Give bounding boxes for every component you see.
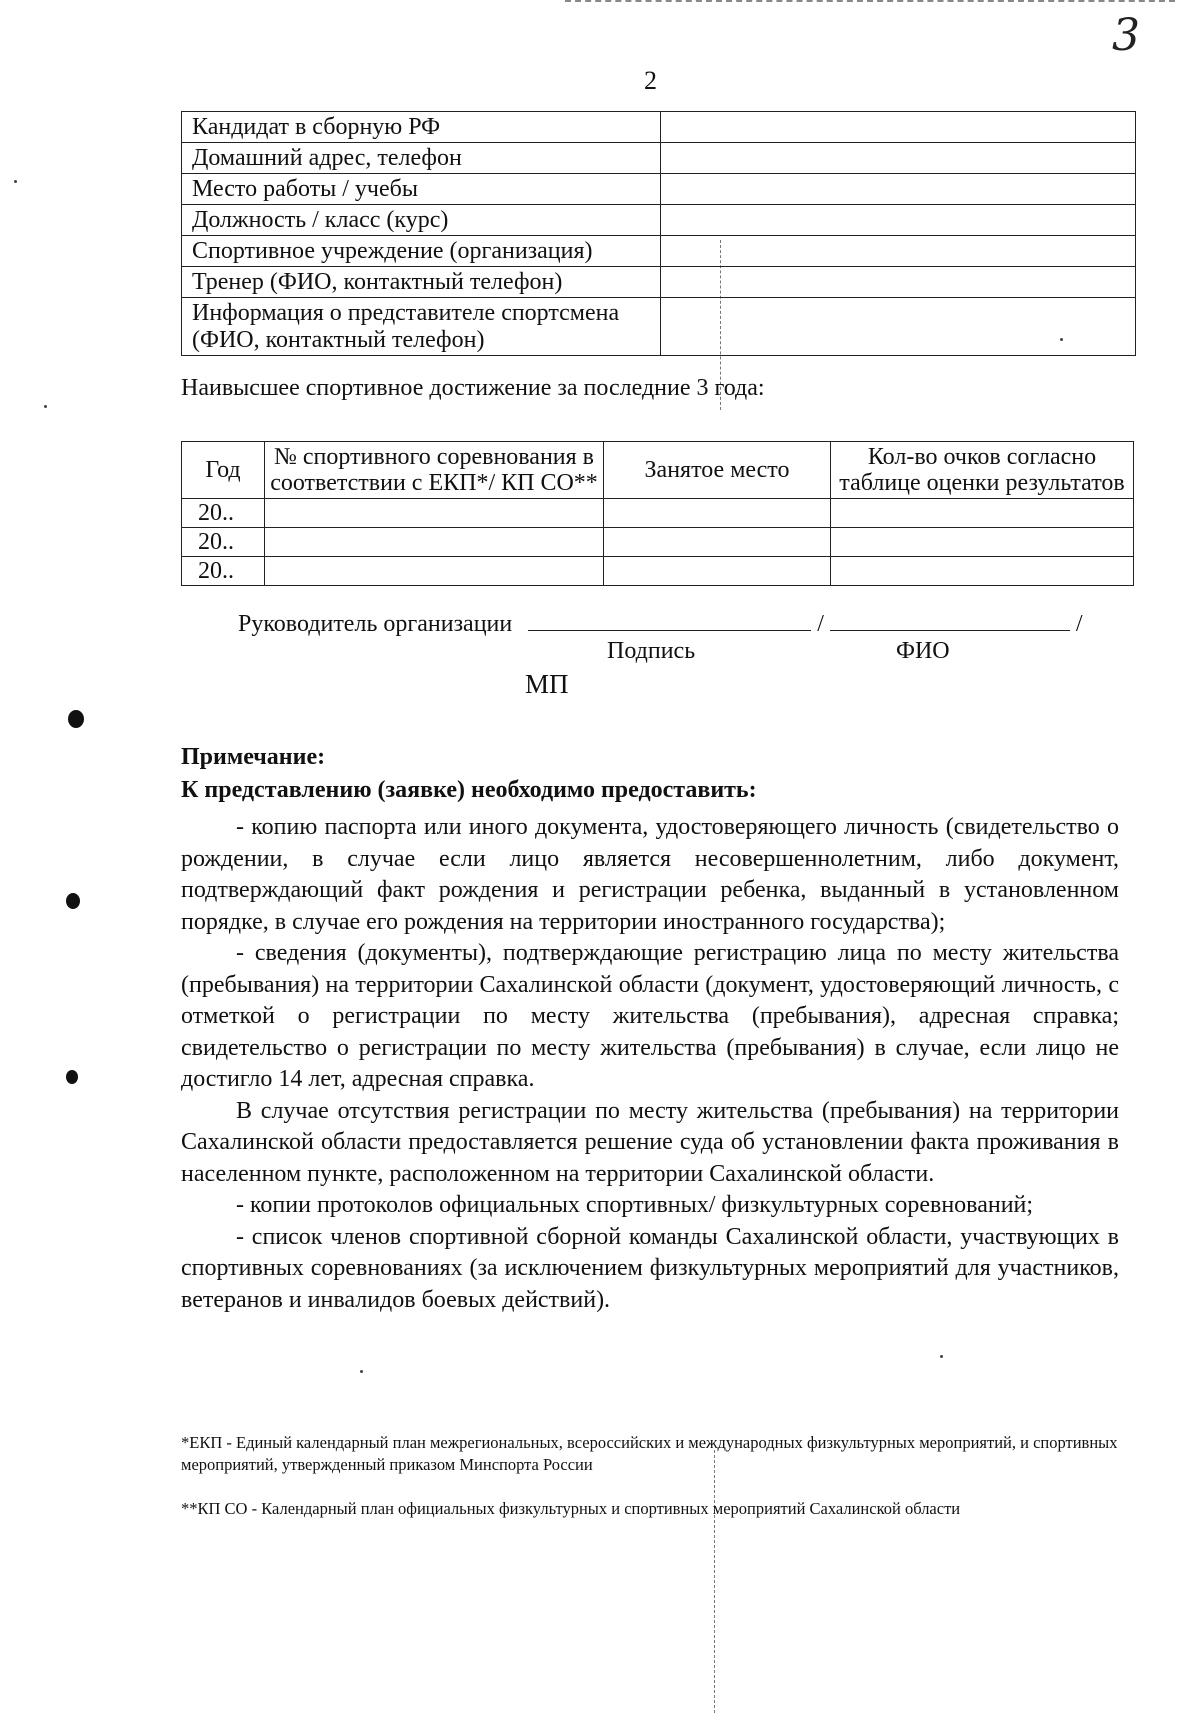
table-row xyxy=(182,205,1136,236)
info-label: Кандидат в сборную РФ xyxy=(182,112,661,143)
year-cell: 20.. xyxy=(182,557,265,586)
scan-speck xyxy=(360,1370,363,1373)
table-row xyxy=(182,112,1136,143)
signature-line xyxy=(238,608,1083,638)
info-value-cell xyxy=(661,112,1136,143)
table-row xyxy=(182,499,1134,528)
note-paragraph: - список членов спортивной сборной команды Сахалинской области, участвующих в спортивных соревнованиях (за исключением физкультурных мероприятий для участников, ветеранов и инвалидов боевых действий). xyxy=(181,1223,1119,1313)
handwritten-page-number: 3 xyxy=(1112,10,1140,61)
note-subtitle: К представлению (заявке) необходимо предоставить: xyxy=(181,777,757,803)
scan-speck xyxy=(940,1355,943,1358)
table-row xyxy=(182,557,1134,586)
separator-slash: / xyxy=(1075,611,1083,637)
column-header: Год xyxy=(182,442,265,499)
points-cell xyxy=(831,557,1134,586)
punch-hole-mark xyxy=(68,710,84,728)
info-label: Информация о представителе спортсмена (ФИО, контактный телефон) xyxy=(182,298,661,356)
signature-blank xyxy=(528,608,811,631)
note-paragraph: - копию паспорта или иного документа, удостоверяющего личность (свидетельство о рождении, в случае если лицо является несовершеннолетним, либо документ, подтверждающий факт рождения и регистрации ребенка, выданный в установленном порядке, в случае его рождения на территории иностранного государства); xyxy=(181,814,1119,935)
info-label: Место работы / учебы xyxy=(182,174,661,205)
note-paragraph: - сведения (документы), подтверждающие регистрацию лица по месту жительства (пребывания) на территории Сахалинской области (документ, удостоверяющий личность, с отметкой о регистрации по месту жительства (пребывания), адресная справка; свидетельство о регистрации по месту жительства (пребывания) в случае, если лицо не достигло 14 лет, адресная справка. xyxy=(181,940,1119,1092)
info-value-cell xyxy=(661,205,1136,236)
achievements-table xyxy=(181,441,1134,586)
points-cell xyxy=(831,499,1134,528)
year-cell: 20.. xyxy=(182,499,265,528)
footnote: *ЕКП - Единый календарный план межрегиональных, всероссийских и международных физкультурных мероприятий, и спортивных мероприятий, утвержденный приказом Минспорта России xyxy=(181,1433,1118,1474)
table-row xyxy=(182,298,1136,356)
table-header-row xyxy=(182,442,1134,499)
table-row xyxy=(182,143,1136,174)
footnote: **КП СО - Календарный план официальных физкультурных и спортивных мероприятий Сахалинской области xyxy=(181,1499,961,1518)
info-value-cell xyxy=(661,236,1136,267)
year-cell: 20.. xyxy=(182,528,265,557)
table-row xyxy=(182,236,1136,267)
table-row xyxy=(182,174,1136,205)
punch-hole-mark xyxy=(66,893,80,909)
place-cell xyxy=(604,557,831,586)
achievements-title: Наивысшее спортивное достижение за последние 3 года: xyxy=(181,375,765,401)
fold-line xyxy=(714,1450,715,1713)
info-label: Спортивное учреждение (организация) xyxy=(182,236,661,267)
stamp-place: МП xyxy=(525,669,569,699)
fio-caption: ФИО xyxy=(896,638,950,664)
note-title: Примечание: xyxy=(181,744,326,770)
table-row xyxy=(182,528,1134,557)
competition-cell xyxy=(265,557,604,586)
place-cell xyxy=(604,528,831,557)
points-cell xyxy=(831,528,1134,557)
info-label: Тренер (ФИО, контактный телефон) xyxy=(182,267,661,298)
info-value-cell xyxy=(661,143,1136,174)
competition-cell xyxy=(265,499,604,528)
column-header: № спортивного соревнования в соответствии с ЕКП*/ КП СО** xyxy=(265,442,604,499)
scan-top-rule xyxy=(565,0,1175,2)
info-value-cell xyxy=(661,174,1136,205)
punch-hole-mark xyxy=(66,1070,78,1084)
page-number: 2 xyxy=(644,66,657,95)
athlete-info-table xyxy=(181,111,1136,356)
table-row xyxy=(182,267,1136,298)
note-paragraph: - копии протоколов официальных спортивных/ физкультурных соревнований; xyxy=(236,1192,1034,1218)
signature-caption: Подпись xyxy=(607,638,696,664)
column-header: Занятое место xyxy=(604,442,831,499)
info-label: Должность / класс (курс) xyxy=(182,205,661,236)
info-value-cell xyxy=(661,298,1136,356)
scan-speck xyxy=(14,180,17,183)
fio-blank xyxy=(830,608,1070,631)
info-label: Домашний адрес, телефон xyxy=(182,143,661,174)
place-cell xyxy=(604,499,831,528)
signature-label: Руководитель организации xyxy=(238,611,513,637)
info-value-cell xyxy=(661,267,1136,298)
note-paragraph: В случае отсутствия регистрации по месту жительства (пребывания) на территории Сахалинской области предоставляется решение суда об установлении факта проживания в населенном пункте, расположенном на территории Сахалинской области. xyxy=(181,1097,1119,1187)
competition-cell xyxy=(265,528,604,557)
note-body xyxy=(181,812,1119,1316)
separator-slash: / xyxy=(817,611,824,637)
column-header: Кол-во очков согласно таблице оценки результатов xyxy=(831,442,1134,499)
scan-speck xyxy=(44,405,47,408)
